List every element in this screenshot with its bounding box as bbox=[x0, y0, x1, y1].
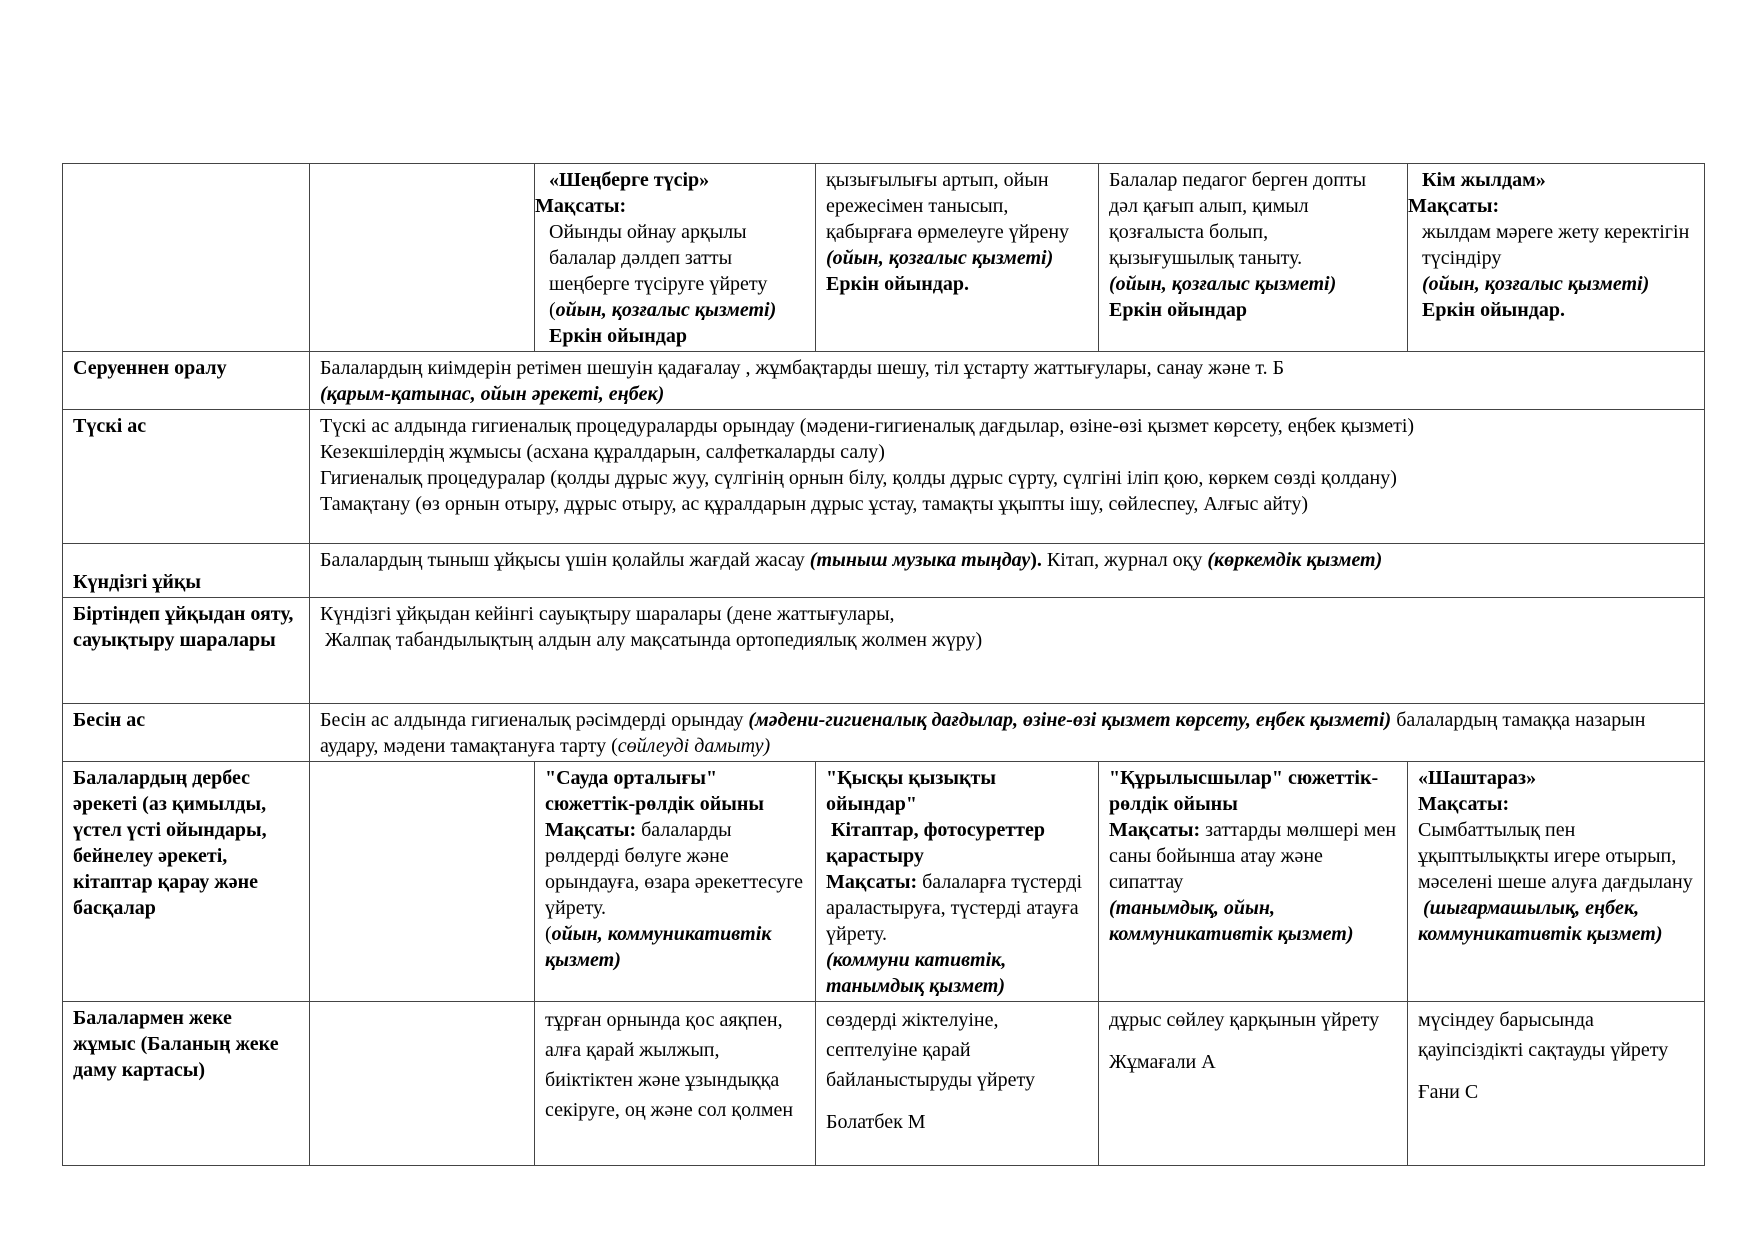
cell-empty-monday bbox=[310, 762, 535, 1002]
individual-text: дұрыс сөйлеу қарқынын үйрету bbox=[1109, 1009, 1380, 1031]
activity-open: ( bbox=[545, 923, 552, 945]
wake-line-1: Күндізгі ұйқыдан кейінгі сауықтыру шаралары (дене жаттығулары, bbox=[320, 603, 895, 625]
snack-activity: (мәдени-гигиеналық дағдылар, өзіне-өзі қызмет көрсету, еңбек қызметі) bbox=[748, 709, 1392, 731]
lunch-line-2: Кезекшілердің жұмысы (асхана құралдарын, салфеткаларды салу) bbox=[320, 441, 885, 463]
individual-text: сөздерді жіктелуіне, септелуіне қарай байланыстыруды үйрету bbox=[826, 1009, 1035, 1091]
activity-text: (ойын, қозғалыс қызметі) bbox=[1109, 273, 1337, 295]
wake-line-2: Жалпақ табандылықтың алдын алу мақсатында ортопедиялық жолмен жүру) bbox=[320, 629, 983, 651]
free-games: Еркін ойындар. bbox=[1422, 299, 1565, 321]
row-afternoon-snack bbox=[63, 704, 1705, 762]
spacer bbox=[826, 1095, 1088, 1107]
schedule-page bbox=[62, 163, 1704, 1166]
activity-open: ( bbox=[549, 299, 556, 321]
goal-text: жылдам мәреге жету керектігін түсіндіру bbox=[1422, 221, 1690, 269]
lunch-line-3: Гигиеналық процедуралар (қолды дұрыс жуу, сүлгінің орнын білу, қолды дұрыс сүрту, сүлгіні іліп қою, көркем сөзді қолдану) bbox=[320, 467, 1397, 489]
lunch-line-4: Тамақтану (өз орнын отыру, дұрыс отыру, ас құралдарын дұрыс ұстау, тамақты ұқыпты ішу, сөйлеспеу, Алғыс айту) bbox=[320, 493, 1309, 515]
return-walk-text: Балалардың киімдерін ретімен шешуін қадағалау , жұмбақтарды шешу, тіл ұстарту жаттығулары, санау және т. Б bbox=[320, 357, 1285, 379]
cell-walk-c6 bbox=[1408, 164, 1705, 352]
individual-text: мүсіндеу барысында қауіпсіздікті сақтауды үйрету bbox=[1418, 1009, 1669, 1061]
goal-text: Балалар педагог берген допты дәл қағып алып, қимыл қозғалыста болып, қызығушылық таныту. bbox=[1109, 169, 1367, 269]
activity-text: ойын, коммуникативтік қызмет) bbox=[545, 923, 772, 971]
sleep-activity-2: (көркемдік қызмет) bbox=[1207, 549, 1383, 571]
cell-walk-c4 bbox=[816, 164, 1099, 352]
individual-text: тұрған орнында қос аяқпен, алға қарай жылжып, биіктіктен және ұзындыққа секіруге, оң және сол қолмен bbox=[545, 1009, 794, 1121]
goal-text: балаларды рөлдерді бөлуге және орындауға, өзара әрекеттесуге үйрету. bbox=[545, 819, 804, 919]
cell-activity-c4 bbox=[816, 762, 1099, 1002]
goal-text: балаларға түстерді араластыруға, түстерді атауға үйрету. bbox=[826, 871, 1083, 945]
snack-text-1: Бесін ас алдында гигиеналық рәсімдерді орындау bbox=[320, 709, 749, 731]
activity-text: (шығармашылық, еңбек, коммуникативтік қызмет) bbox=[1418, 897, 1663, 945]
row-label-wake-up: Біртіндеп ұйқыдан ояту, сауықтыру шаралары bbox=[63, 598, 310, 704]
activity-subtitle: Кітаптар, фотосуреттер қарастыру bbox=[826, 819, 1050, 867]
cell-walk-c3 bbox=[535, 164, 816, 352]
activity-title: «Шаштараз» bbox=[1418, 767, 1537, 789]
row-individual-work bbox=[63, 1002, 1705, 1166]
activity-title: "Қысқы қызықты ойындар" bbox=[826, 767, 996, 815]
sleep-text-2: Кітап, журнал оқу bbox=[1041, 549, 1208, 571]
free-games: Еркін ойындар. bbox=[826, 273, 969, 295]
cell-individual-c6 bbox=[1408, 1002, 1705, 1166]
activity-text: (ойын, қозғалыс қызметі) bbox=[826, 247, 1054, 269]
sleep-close: ). bbox=[1030, 549, 1042, 571]
goal-text: қызығылығы артып, ойын ережесімен танысып, қабырғаға өрмелеуге үйрену bbox=[826, 169, 1070, 243]
activity-line bbox=[535, 297, 805, 323]
row-walk-games bbox=[63, 164, 1705, 352]
cell-activity-c5 bbox=[1099, 762, 1408, 1002]
cell-day-sleep bbox=[310, 544, 1705, 598]
free-games: Еркін ойындар bbox=[1109, 299, 1247, 321]
game-title: Кім жылдам» bbox=[1422, 169, 1546, 191]
goal-line bbox=[826, 869, 1088, 947]
activity-title: "Сауда орталығы" сюжеттік-рөлдік ойыны bbox=[545, 767, 764, 815]
activity-text: (танымдық, ойын, коммуникативтік қызмет) bbox=[1109, 897, 1354, 945]
sleep-text-1: Балалардың тыныш ұйқысы үшін қолайлы жағдай жасау bbox=[320, 549, 810, 571]
return-walk-activity: (қарым-қатынас, ойын әрекеті, еңбек) bbox=[320, 383, 665, 405]
snack-activity-2: сөйлеуді дамыту) bbox=[617, 735, 771, 757]
row-label-day-sleep: Күндізгі ұйқы bbox=[63, 544, 310, 598]
row-return-walk bbox=[63, 352, 1705, 410]
game-title: «Шеңберге түсір» bbox=[549, 169, 710, 191]
cell-afternoon-snack bbox=[310, 704, 1705, 762]
maqsat-label: Мақсаты: bbox=[1109, 819, 1201, 841]
activity-text: (ойын, қозғалыс қызметі) bbox=[1422, 273, 1650, 295]
row-lunch bbox=[63, 410, 1705, 544]
cell-individual-c3 bbox=[535, 1002, 816, 1166]
row-label-individual-work: Балалармен жеке жұмыс (Баланың жеке даму картасы) bbox=[63, 1002, 310, 1166]
spacer bbox=[1109, 1035, 1397, 1047]
goal-line bbox=[1109, 817, 1397, 895]
maqsat-label: Мақсаты: bbox=[1418, 793, 1510, 815]
row-independent-activity bbox=[63, 762, 1705, 1002]
cell-walk-c5 bbox=[1099, 164, 1408, 352]
spacer bbox=[1418, 1065, 1694, 1077]
schedule-table bbox=[62, 163, 1705, 1166]
goal-text: заттарды мөлшері мен саны бойынша атау және сипаттау bbox=[1109, 819, 1397, 893]
cell-empty-label bbox=[63, 164, 310, 352]
cell-activity-c6 bbox=[1408, 762, 1705, 1002]
goal-text: Сымбаттылық пен ұқыптылықкты игере отырып, мәселені шеше алуға дағдылану bbox=[1418, 819, 1693, 893]
activity-title: "Құрылысшылар" сюжеттік-рөлдік ойыны bbox=[1109, 767, 1379, 815]
child-name: Ғани С bbox=[1418, 1081, 1479, 1103]
row-label-afternoon-snack: Бесін ас bbox=[63, 704, 310, 762]
cell-wake-up bbox=[310, 598, 1705, 704]
goal-text: Ойынды ойнау арқылы балалар дәлдеп затты шеңберге түсіруге үйрету bbox=[549, 221, 768, 295]
cell-individual-c5 bbox=[1099, 1002, 1408, 1166]
sleep-activity-1: (тыныш музыка тыңдау bbox=[809, 549, 1031, 571]
maqsat-label: Мақсаты: bbox=[545, 819, 637, 841]
maqsat-label: Мақсаты: bbox=[535, 195, 627, 217]
row-label-lunch: Түскі ас bbox=[63, 410, 310, 544]
goal-line bbox=[545, 817, 805, 921]
activity-line bbox=[545, 921, 805, 973]
row-label-independent-activity: Балалардың дербес әрекеті (аз қимылды, үстел үсті ойындары, бейнелеу әрекеті, кітаптар қарау және басқалар bbox=[63, 762, 310, 1002]
cell-lunch bbox=[310, 410, 1705, 544]
child-name: Болатбек М bbox=[826, 1111, 926, 1133]
cell-empty-monday bbox=[310, 1002, 535, 1166]
activity-text: (коммуни кативтік, танымдық қызмет) bbox=[826, 949, 1007, 997]
cell-individual-c4 bbox=[816, 1002, 1099, 1166]
activity-text: ойын, қозғалыс қызметі) bbox=[555, 299, 777, 321]
child-name: Жұмағали А bbox=[1109, 1051, 1216, 1073]
maqsat-label: Мақсаты: bbox=[1408, 195, 1500, 217]
row-wake-up bbox=[63, 598, 1705, 704]
free-games: Еркін ойындар bbox=[549, 325, 687, 347]
maqsat-label: Мақсаты: bbox=[826, 871, 918, 893]
lunch-line-1: Түскі ас алдында гигиеналық процедураларды орындау (мәдени-гигиеналық дағдылар, өзіне-өзі қызмет көрсету, еңбек қызметі) bbox=[320, 415, 1415, 437]
cell-activity-c3 bbox=[535, 762, 816, 1002]
row-day-sleep bbox=[63, 544, 1705, 598]
cell-return-walk bbox=[310, 352, 1705, 410]
snack-text-2: балалардың тамаққа назарын аудару, мәдени тамақтануға тарту ( bbox=[320, 709, 1646, 757]
cell-empty-monday bbox=[310, 164, 535, 352]
row-label-return-walk: Серуеннен оралу bbox=[63, 352, 310, 410]
